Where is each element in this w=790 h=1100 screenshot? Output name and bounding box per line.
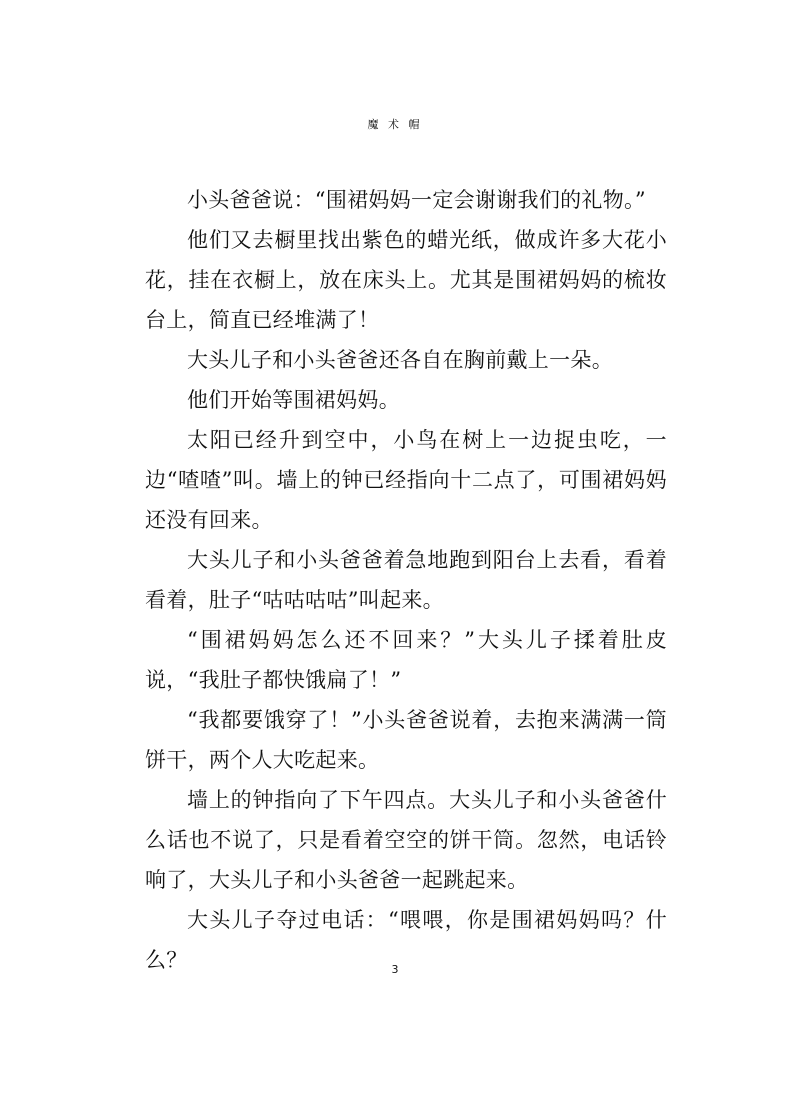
paragraph: “我都要饿穿了！”小头爸爸说着，去抱来满满一筒饼干，两个人大吃起来。 bbox=[145, 708, 667, 772]
paragraph: 大头儿子和小头爸爸着急地跑到阳台上去看，看着看着，肚子“咕咕咕咕”叫起来。 bbox=[145, 548, 667, 612]
paragraph: 大头儿子夺过电话：“喂喂，你是围裙妈妈吗？什么？ bbox=[145, 908, 667, 972]
body-text bbox=[145, 180, 667, 980]
paragraph: 太阳已经升到空中，小鸟在树上一边捉虫吃，一边“喳喳”叫。墙上的钟已经指向十二点了，可围裙妈妈还没有回来。 bbox=[145, 428, 667, 532]
page-number: 3 bbox=[391, 963, 399, 976]
paragraph: 他们又去橱里找出紫色的蜡光纸，做成许多大花小花，挂在衣橱上，放在床头上。尤其是围裙妈妈的梳妆台上，简直已经堆满了！ bbox=[145, 228, 667, 332]
paragraph: 大头儿子和小头爸爸还各自在胸前戴上一朵。 bbox=[187, 348, 613, 372]
paragraph: 墙上的钟指向了下午四点。大头儿子和小头爸爸什么话也不说了，只是看着空空的饼干筒。忽然，电话铃响了，大头儿子和小头爸爸一起跳起来。 bbox=[145, 788, 667, 892]
paragraph: 小头爸爸说：“围裙妈妈一定会谢谢我们的礼物。” bbox=[187, 188, 646, 212]
paragraph: “围裙妈妈怎么还不回来？”大头儿子揉着肚皮说，“我肚子都快饿扁了！” bbox=[145, 628, 667, 692]
running-header: 魔 术 帽 bbox=[367, 118, 423, 131]
paragraph: 他们开始等围裙妈妈。 bbox=[187, 388, 400, 412]
